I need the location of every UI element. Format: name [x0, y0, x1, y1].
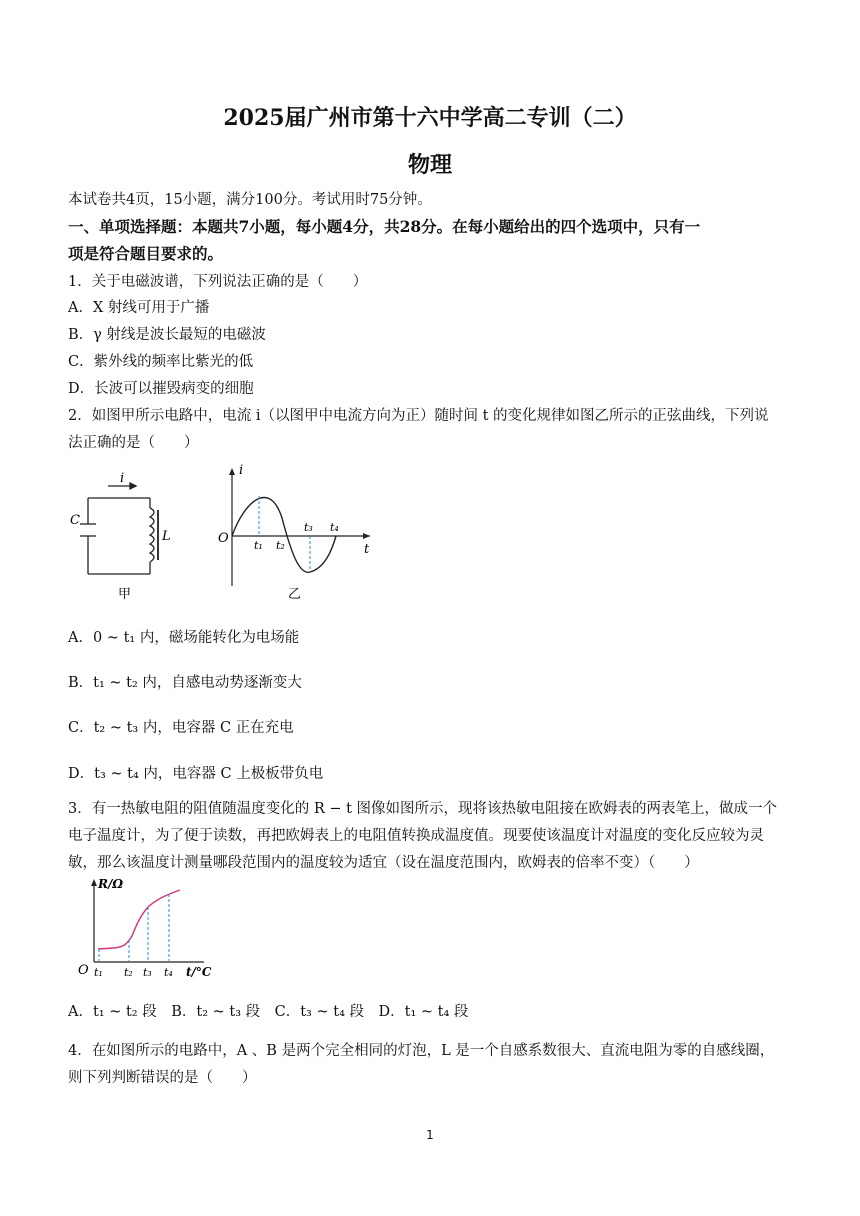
tick-t2: t₂ [276, 539, 285, 552]
q2-stem-cont: 法正确的是（ ） [68, 435, 199, 451]
sine-graph [229, 468, 370, 586]
graph-caption: 乙 [288, 587, 302, 602]
t-axis-label: t/°C [186, 965, 212, 979]
q1-option-b: B．γ 射线是波长最短的电磁波 [68, 327, 266, 343]
circuit-current-label: i [120, 471, 125, 486]
q1-stem: 1．关于电磁波谱，下列说法正确的是（ ） [68, 274, 368, 290]
r-tick-t1: t₁ [94, 966, 103, 979]
q2-option-b: B．t₁ ~ t₂ 内，自感电动势逐渐变大 [68, 675, 302, 691]
section-heading-cont: 项是符合题目要求的。 [68, 244, 224, 263]
section-heading: 一、单项选择题：本题共7小题，每小题4分，共28分。在每小题给出的四个选项中，只有一 [68, 217, 701, 236]
q1-option-c: C．紫外线的频率比紫光的低 [68, 354, 254, 370]
q3-options: A．t₁ ~ t₂ 段 B．t₂ ~ t₃ 段 C．t₃ ~ t₄ 段 D．t₁ ~ t₄ 段 [68, 1004, 469, 1020]
r-graph-origin: O [78, 963, 89, 978]
graph-origin: O [218, 531, 229, 546]
q2-stem: 2．如图甲所示电路中，电流 i（以图甲中电流方向为正）随时间 t 的变化规律如图乙所示的正弦曲线，下列说 [68, 408, 769, 424]
q3-stem-cont2: 敏，那么该温度计测量哪段范围内的温度较为适宜（设在温度范围内，欧姆表的倍率不变）（ ） [68, 855, 699, 871]
q4-stem-cont: 则下列判断错误的是（ ） [68, 1070, 257, 1086]
lc-circuit-diagram [80, 483, 158, 574]
graph-y-axis-label: i [239, 463, 244, 478]
q3-stem: 3．有一热敏电阻的阻值随温度变化的 R − t 图像如图所示，现将该热敏电阻接在欧姆表的两表笔上，做成一个 [68, 801, 778, 817]
q2-option-a: A．0 ~ t₁ 内，磁场能转化为电场能 [68, 630, 300, 646]
tick-t1: t₁ [254, 539, 263, 552]
q4-stem: 4．在如图所示的电路中，A 、B 是两个完全相同的灯泡，L 是一个自感系数很大、直流电阻为零的自感线圈， [68, 1043, 775, 1059]
q2-figure [70, 460, 375, 602]
r-axis-label: R/Ω [98, 877, 124, 891]
q3-stem-cont: 电子温度计，为了便于读数，再把欧姆表上的电阻值转换成温度值。现要使该温度计对温度的变化反应较为灵 [68, 828, 764, 844]
q2-option-d: D．t₃ ~ t₄ 内，电容器 C 上极板带负电 [68, 766, 324, 782]
exam-intro: 本试卷共4页，15小题，满分100分。考试用时75分钟。 [68, 192, 432, 208]
r-tick-t3: t₃ [143, 966, 152, 979]
exam-title: 2025届广州市第十六中学高二专训（二） [223, 105, 637, 131]
q1-option-d: D．长波可以摧毁病变的细胞 [68, 381, 254, 397]
r-tick-t2: t₂ [124, 966, 133, 979]
inductor-label: L [162, 529, 171, 544]
circuit-caption: 甲 [118, 587, 132, 602]
subject-title: 物理 [407, 152, 452, 178]
tick-t3: t₃ [304, 521, 313, 534]
page-number: 1 [426, 1128, 434, 1142]
q3-figure [74, 876, 224, 980]
sine-curve [232, 498, 336, 573]
graph-x-axis-label: t [364, 542, 370, 557]
resistance-curve [98, 890, 180, 949]
tick-t4: t₄ [330, 521, 339, 534]
capacitor-label: C [70, 513, 80, 528]
q2-option-c: C．t₂ ~ t₃ 内，电容器 C 正在充电 [68, 720, 294, 736]
q1-option-a: A．X 射线可用于广播 [68, 300, 210, 316]
r-tick-t4: t₄ [164, 966, 173, 979]
